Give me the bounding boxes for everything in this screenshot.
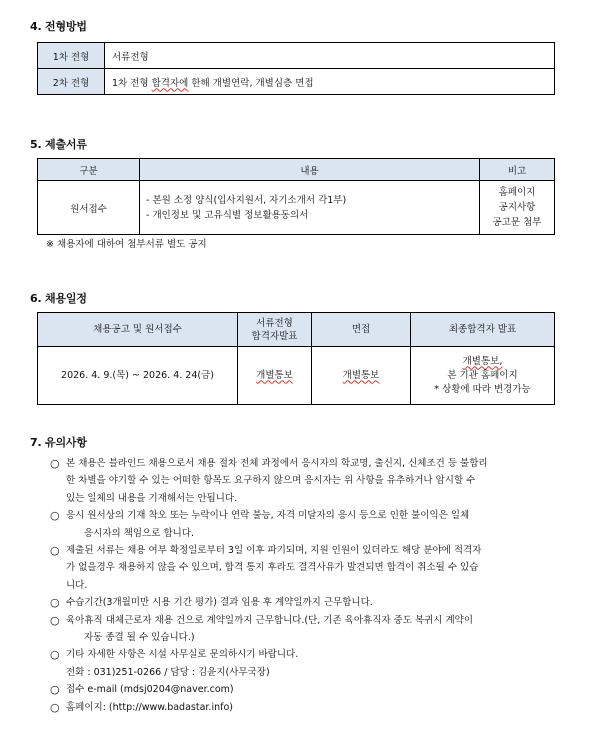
header-contents: 내용: [140, 159, 480, 181]
table-row: [38, 43, 555, 69]
bullet-icon: ○: [50, 544, 60, 558]
contents-line: - 본원 소정 양식(입사지원서, 자기소개서 각1부): [146, 194, 347, 206]
remarks-line: 공고문 첨부: [492, 217, 542, 228]
header-doc-result: [238, 313, 312, 347]
bullet-icon: ○: [50, 683, 60, 697]
section4-title: 4. 전형방법: [30, 20, 87, 33]
table-header-row: [38, 159, 555, 181]
list-item: ○ 응시 원서상의 기재 착오 또는 누락이나 연락 불능, 자격 미달자의 응시 등으로 인한 불이익은 일체 응시자의 책임으로 합니다.: [50, 509, 470, 539]
stage-label: 2차 전형: [38, 69, 105, 95]
documents-table: [37, 158, 555, 235]
list-item: ○ 본 채용은 블라인드 채용으로서 채용 절차 전체 과정에서 응시자의 학교명, 출신지, 신체조건 등 불합리 한 차별을 야기할 수 있는 어떠한 항목도 요구하지 않으며 응시자는 위 사항을 유추하거나 암시할 수 있는 일체의 내용을 기재해서는 안됩니다.: [50, 457, 488, 504]
section6-title: 6. 채용일정: [30, 292, 87, 305]
category-cell: 원서접수: [38, 181, 140, 235]
contents-cell: [140, 181, 480, 235]
table-header-row: [38, 313, 555, 347]
stage-value: 1차 전형 합격자에 한해 개별연락, 개별심층 면접: [105, 69, 555, 95]
header-final: 최종합격자 발표: [411, 313, 555, 347]
section5-title: 5. 제출서류: [30, 138, 87, 151]
list-item: ○ 기타 자세한 사항은 시설 사무실로 문의하시기 바랍니다. 전화 : 031)251-0266 / 담당 : 김윤지(사무국장): [50, 646, 562, 681]
doc-result-cell: 개별통보: [238, 347, 312, 405]
header-posting: 채용공고 및 원서접수: [38, 313, 238, 347]
final-line: * 상황에 따라 변경가능: [434, 383, 531, 395]
header-interview: 면접: [312, 313, 411, 347]
documents-note: ※ 채용자에 대하여 첨부서류 별도 공지: [46, 239, 207, 250]
header-line: 합격자발표: [251, 330, 298, 342]
stage-value: 서류전형: [105, 43, 555, 69]
header-line: 서류전형: [256, 317, 293, 329]
bullet-icon: ○: [50, 457, 60, 470]
period-cell: 2026. 4. 9.(목) ~ 2026. 4. 24(금): [38, 347, 238, 405]
remarks-cell: [480, 181, 555, 235]
stage-value-marked: 합격자에: [151, 77, 189, 89]
list-item: [50, 681, 562, 698]
header-remarks: 비고: [480, 159, 555, 181]
final-cell: [411, 347, 555, 405]
list-item: ○ 수습기간(3개월미만 시용 기간 평가) 결과 임용 후 계약일까지 근무합니다.: [50, 594, 562, 611]
contact-phone: 전화 : 031)251-0266 / 담당 : 김윤지(사무국장): [66, 666, 270, 678]
table-row: [38, 181, 555, 235]
list-item: ○ 육아휴직 대체근로자 채용 건으로 계약일까지 근무합니다.(단, 기존 육아휴직자 중도 복귀시 계약이 자동 종결 될 수 있습니다.): [50, 613, 474, 644]
bullet-icon: ○: [50, 700, 60, 714]
table-row: [38, 347, 555, 405]
bullet-icon: ○: [50, 648, 60, 662]
bullet-icon: ○: [50, 509, 60, 523]
bullet-icon: ○: [50, 613, 60, 627]
section7-title: 7. 유의사항: [30, 436, 87, 449]
list-item: [50, 699, 562, 716]
bullet-icon: ○: [50, 596, 60, 610]
contents-line: - 개인정보 및 고유식별 정보활용동의서: [146, 209, 309, 221]
final-line: 개별통보,: [462, 355, 503, 367]
header-category: 구분: [38, 159, 140, 181]
remarks-line: 공지사항: [498, 202, 536, 213]
screening-method-table: [37, 42, 555, 95]
list-item: ○ 제출된 서류는 채용 여부 확정일로부터 3일 이후 파기되며, 지원 인원이 있더라도 해당 분야에 적격자 가 없을경우 채용하지 않을 수 있으며, 합격 통지 후라도 결격사유가 발견되면 합격이 취소될 수 있습 니다.: [50, 544, 482, 591]
final-line: 본 기관 홈페이지: [447, 369, 518, 381]
homepage-link[interactable]: 홈페이지: (http://www.badastar.info): [66, 701, 233, 713]
contact-email[interactable]: 접수 e-mail (mdsj0204@naver.com): [66, 684, 234, 696]
notice-list: [50, 455, 562, 716]
schedule-table: [37, 312, 555, 405]
table-row: [38, 69, 555, 95]
stage-label: 1차 전형: [38, 43, 105, 69]
interview-cell: 개별통보: [312, 347, 411, 405]
remarks-line: 홈페이지: [498, 187, 536, 198]
